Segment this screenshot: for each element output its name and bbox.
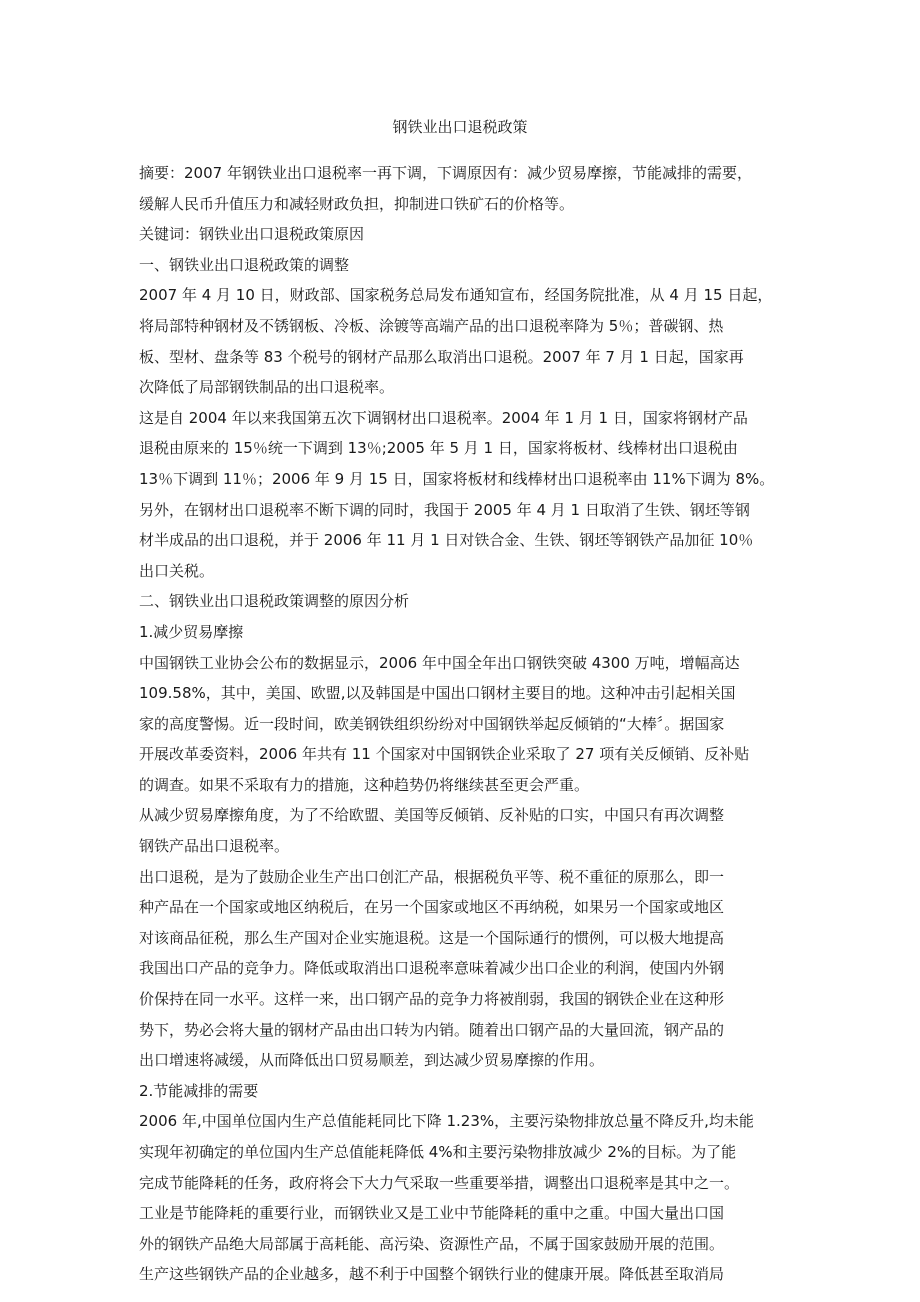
text-line: 摘要：2007 年钢铁业出口退税率一再下调，下调原因有：减少贸易摩擦，节能减排的需要， [139, 164, 752, 182]
text-line: 外的钢铁产品绝大局部属于高耗能、高污染、资源性产品，不属于国家鼓励开展的范围。 [139, 1234, 725, 1253]
text-line: 完成节能降耗的任务，政府将会下大力气采取一些重要举措，调整出口退税率是其中之一。 [139, 1173, 740, 1192]
text-line: 出口关税。 [139, 561, 215, 580]
text-line: 一、钢铁业出口退税政策的调整 [139, 255, 350, 274]
text-line: 板、型材、盘条等 83 个税号的钢材产品那么取消出口退税。2007 年 7 月 1 日起，国家再 [139, 347, 744, 366]
text-line: 109.58%，其中，美国、欧盟,以及韩国是中国出口钢材主要目的地。这种冲击引起相关国 [139, 684, 736, 703]
text-line: 2006 年,中国单位国内生产总值能耗同比下降 1.23%，主要污染物排放总量不降反升,均未能 [139, 1112, 754, 1131]
text-line: 钢铁产品出口退税率。 [139, 837, 290, 856]
text-line: 缓解人民币升值压力和减轻财政负担，抑制进口铁矿石的价格等。 [139, 194, 575, 213]
text-line: 材半成品的出口退税，并于 2006 年 11 月 1 日对铁合金、生铁、钢坯等钢铁产品加征 10％ [139, 531, 754, 550]
document-title: 钢铁业出口退税政策 [392, 118, 528, 136]
text-line: 对该商品征税，那么生产国对企业实施退税。这是一个国际通行的惯例，可以极大地提高 [139, 928, 725, 947]
text-line: 2.节能减排的需要 [139, 1081, 259, 1100]
text-line: 开展改革委资料，2006 年共有 11 个国家对中国钢铁企业采取了 27 项有关反倾销、反补贴 [139, 745, 750, 764]
text-line: 工业是节能降耗的重要行业，而钢铁业又是工业中节能降耗的重中之重。中国大量出口国 [139, 1204, 725, 1223]
text-line: 中国钢铁工业协会公布的数据显示，2006 年中国全年出口钢铁突破 4300 万吨，增幅高达 [139, 653, 740, 672]
text-line: 种产品在一个国家或地区纳税后，在另一个国家或地区不再纳税，如果另一个国家或地区 [139, 898, 725, 917]
document-body [139, 158, 799, 1290]
text-line: 13％下调到 11％；2006 年 9 月 15 日，国家将板材和线棒材出口退税率由 11%下调为 8%。 [139, 469, 775, 488]
text-line: 次降低了局部钢铁制品的出口退税率。 [139, 378, 395, 397]
text-line: 另外，在钢材出口退税率不断下调的同时，我国于 2005 年 4 月 1 日取消了生铁、钢坯等钢 [139, 500, 750, 519]
text-line: 二、钢铁业出口退税政策调整的原因分析 [139, 592, 410, 611]
text-line: 出口退税，是为了鼓励企业生产出口创汇产品，根据税负平等、税不重征的原那么，即一 [139, 867, 725, 886]
text-line: 2007 年 4 月 10 日，财政部、国家税务总局发布通知宣布，经国务院批准，从 4 月 15 日起， [139, 286, 773, 305]
text-line: 的调查。如果不采取有力的措施，这种趋势仍将继续甚至更会严重。 [139, 775, 590, 794]
text-line: 生产这些钢铁产品的企业越多，越不利于中国整个钢铁行业的健康开展。降低甚至取消局 [139, 1265, 725, 1284]
text-line: 势下，势必会将大量的钢材产品由出口转为内销。随着出口钢产品的大量回流，钢产品的 [139, 1020, 725, 1039]
text-line: 实现年初确定的单位国内生产总值能耗降低 4%和主要污染物排放减少 2%的目标。为了能 [139, 1143, 737, 1161]
text-line: 我国出口产品的竞争力。降低或取消出口退税率意味着减少出口企业的利润，使国内外钢 [139, 959, 725, 978]
text-line: 从减少贸易摩擦角度，为了不给欧盟、美国等反倾销、反补贴的口实，中国只有再次调整 [139, 806, 725, 825]
text-line: 1.减少贸易摩擦 [139, 622, 244, 641]
text-line: 这是自 2004 年以来我国第五次下调钢材出口退税率。2004 年 1 月 1 日，国家将钢材产品 [139, 408, 748, 427]
text-line: 将局部特种钢材及不锈钢板、冷板、涂镀等高端产品的出口退税率降为 5％；普碳钢、热 [139, 316, 724, 335]
text-line: 退税由原来的 15％统一下调到 13％;2005 年 5 月 1 日，国家将板材、线棒材出口退税由 [139, 439, 738, 458]
text-line: 价保持在同一水平。这样一来，出口钢产品的竞争力将被削弱，我国的钢铁企业在这种形 [139, 990, 725, 1009]
text-line: 家的高度警惕。近一段时间，欧美钢铁组织纷纷对中国钢铁举起反倾销的“大棒〞。据国家 [139, 714, 725, 733]
text-line: 出口增速将减缓，从而降低出口贸易顺差，到达减少贸易摩擦的作用。 [139, 1051, 605, 1070]
text-line: 关键词：钢铁业出口退税政策原因 [139, 225, 365, 244]
